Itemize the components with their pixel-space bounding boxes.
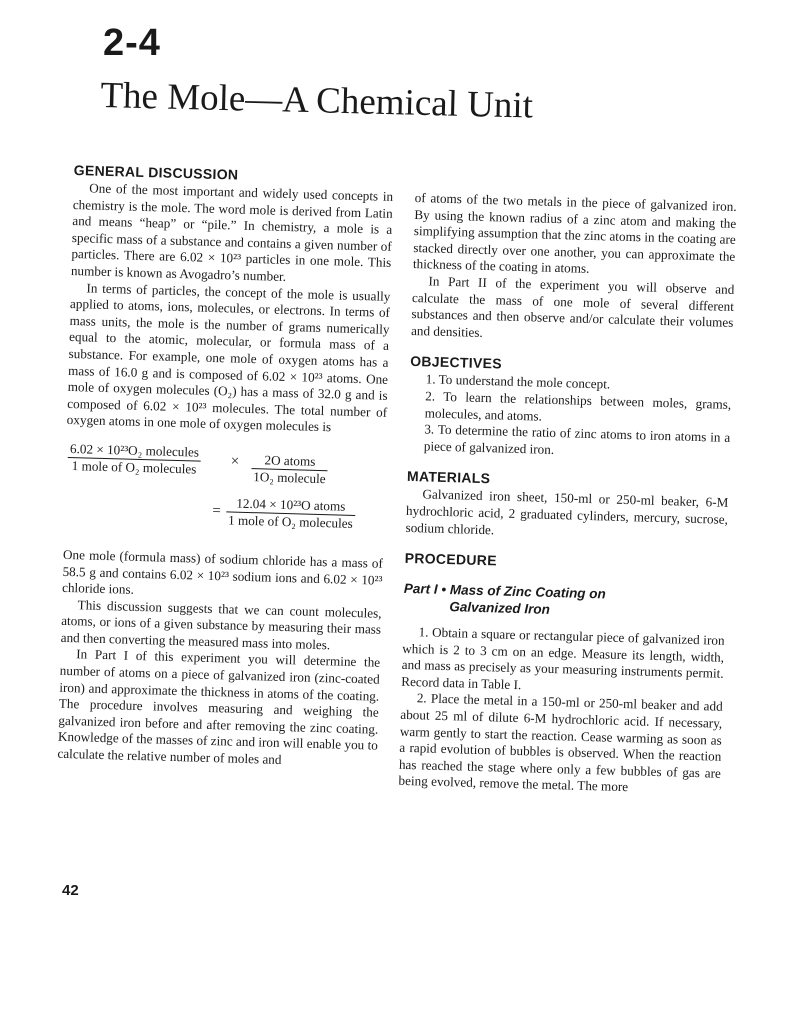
objective-item: 1. To understand the mole concept. — [425, 371, 611, 392]
procedure-step-1: 1. Obtain a square or rectangular piece of galvanized iron which is 2 to 3 cm on an edge. Measure its length, width, and mass as precisely as your measuring instruments permit. Record data in Table I. — [401, 624, 725, 693]
page-number: 42 — [62, 882, 79, 899]
discussion-continued-paragraph: of atoms of the two metals in the piece of galvanized iron. By using the known radius of a zinc atom and making the simplifying assumption that the zinc atoms in the coating are stacked directly over one another, you can approximate the thickness of the coating in atoms. — [412, 190, 737, 277]
discussion-paragraph-2: In terms of particles, the concept of the mole is usually applied to atoms, ions, molecules, or electrons. In terms of mass units, the mole is the number of grams numerically equal to the atomic, molecular, or formula mass of a substance. For example, one mole of oxygen atoms has a mass of 16.0 g and is composed of 6.02 × 10²³ atoms. One mole of oxygen molecules (O₂) has a mass of 32.0 g and is composed of 6.02 × 10²³ molecules. The total number of oxygen atoms in one mole of oxygen molecules is — [66, 279, 391, 435]
equation-fraction-1-numerator: 6.02 × 10²³O₂ molecules — [68, 441, 202, 462]
chapter-title: The Mole—A Chemical Unit — [99, 74, 534, 127]
equation-equals-sign: = — [212, 502, 222, 520]
part-one-heading-line-2: Galvanized Iron — [449, 599, 551, 618]
equation-fraction-3-numerator: 12.04 × 10²³O atoms — [226, 495, 355, 516]
objective-item: 3. To determine the ratio of zinc atoms to iron atoms in a piece of galvanized iron. — [423, 421, 731, 457]
procedure-heading: PROCEDURE — [404, 549, 498, 569]
part-one-heading-line-1: Part I • Mass of Zinc Coating on — [403, 580, 607, 602]
part-two-paragraph: In Part II of the experiment you will observe and calculate the mass of one mole of several different substances and then observe and/or calculate their volumes and densities. — [410, 273, 735, 340]
discussion-paragraph-1: One of the most important and widely used concepts in chemistry is the mole. The word mole is derived from Latin and means “heap” or “pile.” In chemistry, a mole is a specific mass of a substance and contains a given number of particles. There are 6.02 × 10²³ particles in one mole. This number is known as Avogadro’s number. — [70, 180, 394, 284]
equation-fraction-1 — [67, 441, 201, 478]
general-discussion-heading: GENERAL DISCUSSION — [73, 162, 239, 183]
materials-list: Galvanized iron sheet, 150-ml or 250-ml beaker, 6-M hydrochloric acid, 2 graduated cylinders, mercury, sucrose, sodium chloride. — [405, 486, 729, 537]
procedure-step-2: 2. Place the metal in a 150-ml or 250-ml beaker and add about 25 ml of dilute 6-M hydrochloric acid. If necessary, warm gently to start the reaction. Cease warming as soon as a rapid evolution of bubbles is observed. When the reaction has reached the stage where only a few bubbles of gas are being evolved, remove the metal. The more — [398, 690, 723, 795]
equation-fraction-2-numerator: 2O atoms — [251, 452, 328, 471]
objectives-heading: OBJECTIVES — [409, 353, 503, 372]
objective-item: 2. To learn the relationships between moles, grams, molecules, and atoms. — [424, 388, 732, 424]
objectives-list — [408, 371, 732, 463]
equation-fraction-2 — [251, 452, 328, 487]
equation-fraction-3 — [226, 495, 356, 532]
equation-fraction-1-denominator: 1 mole of O₂ molecules — [71, 457, 197, 477]
discussion-paragraph-3: One mole (formula mass) of sodium chloride has a mass of 58.5 g and contains 6.02 × 10²³ sodium ions and 6.02 × 10²³ chloride ions. — [61, 546, 384, 597]
discussion-paragraph-5: In Part I of this experiment you will determine the number of atoms on a piece of galvanized iron (zinc-coated iron) and approximate the thickness in atoms of the coating. The procedure involves measuring and weighing the galvanized iron before and after removing the zinc coating. Knowledge of the masses of zinc and iron will enable you to calculate the relative number of moles and — [57, 646, 381, 768]
oxygen-atoms-equation — [63, 441, 386, 548]
chapter-number: 2-4 — [103, 22, 161, 64]
right-column — [398, 190, 737, 799]
part-one-heading — [403, 580, 726, 623]
left-column — [57, 162, 394, 771]
equation-fraction-3-denominator: 1 mole of O₂ molecules — [227, 512, 353, 531]
equation-fraction-2-denominator: 1O₂ molecule — [253, 469, 326, 487]
equation-times-sign: × — [230, 453, 240, 470]
materials-heading: MATERIALS — [406, 468, 491, 487]
discussion-paragraph-4: This discussion suggests that we can count molecules, atoms, or ions of a given substance by measuring their mass and then converting the measured mass into moles. — [60, 596, 382, 653]
